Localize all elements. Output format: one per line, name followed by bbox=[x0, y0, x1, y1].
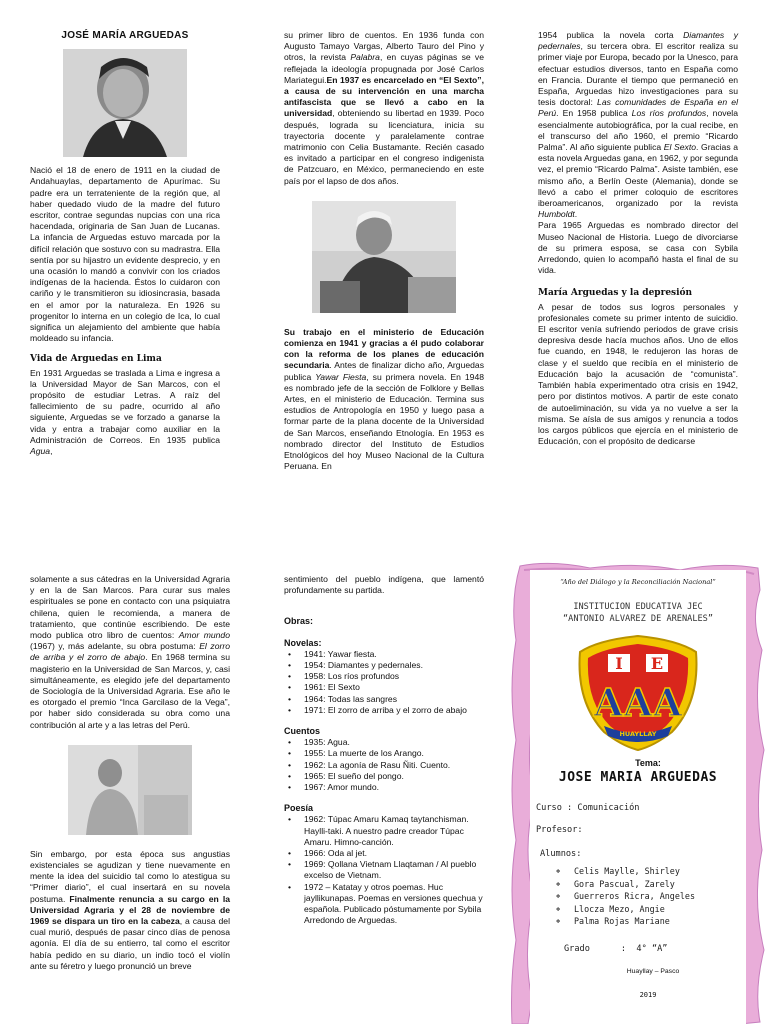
col3-paragraph-1: 1954 publica la novela corta Diamantes y pedernales, su tercera obra. El escritor realiza su primer viaje por Europa, becado por la Unesco, para efectuar estudios diversos, tanto en España como en Francia. Durante el tiempo que permaneció en España, Arguedas hizo investigaciones para su tesis doctoral: Las comunidades de España en el Perú. En 1958 publica Los ríos profundos, novela esencialmente autobiográfica, por la cual recibe, en el transcurso del año 1960, el premio “Ricardo Palma”. Al año siguiente publica El Sexto. Gracias a esta novela Arguedas gana, en 1962, y por segunda vez, el premio “Ricardo Palma”. Asiste también, ese mismo año, a Berlín Oeste (Alemania), donde se llevó a cabo el primer coloquio de escritores iberoamericanos, organizado por la revista Humboldt. bbox=[538, 30, 738, 220]
list-item: • 1967: Amor mundo. bbox=[284, 782, 484, 793]
grado-field: Grado : 4° “A” bbox=[564, 943, 668, 954]
poesia-heading: Poesía bbox=[284, 803, 314, 814]
portrait-image bbox=[63, 49, 187, 157]
lima-paragraph: En 1931 Arguedas se traslada a Lima e ingresa a la Universidad Mayor de San Marcos, con el propósito de estudiar Letras. A raíz del fallecimiento de su padre, ocurrido al año siguiente, Arguedas se ve forzado a ganarse la vida y entra a trabajar como auxiliar en la Administración de Correos. En 1935 publica Agua, bbox=[30, 367, 220, 457]
col2-paragraph-2: Su trabajo en el ministerio de Educación comienza en 1941 y gracias a él pudo colaborar con la reforma de los planes de educación secundaria. Antes de finalizar dicho año, Arguedas publica Yawar Fiesta, su primera novela. En 1948 es nombrado jefe de la sección de Folklore y Bellas Artes, en el ministerio de Educación. Termina sus estudios de Antropología en 1950 y luego pasa a formar parte de la plana docente de la Universidad de San Marcos, enseñando Etnología. En 1953 es nombrado director del Instituto de Estudios Etnológicos del hoy Museo Nacional de la Cultura Peruana. En bbox=[284, 326, 485, 472]
list-item: • 1964: Todas las sangres bbox=[284, 694, 484, 705]
profesor-field: Profesor: bbox=[536, 825, 583, 835]
cover-paper bbox=[530, 570, 746, 1024]
list-item: • 1961: El Sexto bbox=[284, 682, 484, 693]
col3-paragraph-3: A pesar de todos sus logros personales y profesionales comete su primer intento de suicidio. El escritor venía sufriendo periodos de grave crisis depresiva desde hacía muchos años. Uno de ellos fue cuando, en 1948, le redujeron las horas de clase y el sueldo que recibía en el ministerio de Educación bajo la acusación de “comunista”. También había experimentado otra crisis en 1942, pero por distintos motivos. A partir de este conato de autoeliminación, su vida ya no vuelve a ser la misma. Se aísla de sus amigos y renuncia a todos los cargos públicos que ejercía en el ministerio de Educación, con el propósito de dedicarse bbox=[538, 301, 738, 447]
institution-line-2: “ANTONIO ALVAREZ DE ARENALES” bbox=[562, 614, 714, 624]
student-item: ❖ Celis Maylle, Shirley bbox=[556, 865, 746, 878]
alumnos-label: Alumnos: bbox=[540, 849, 582, 859]
list-item: • 1962: La agonía de Rasu Ñiti. Cuento. bbox=[284, 760, 484, 771]
location-text: Huayllay – Pasco bbox=[626, 967, 680, 975]
col4-paragraph-1: solamente a sus cátedras en la Universidad Agraria y en la de San Marcos. Para curar sus males espirituales se pone en contacto con una psiquiatra chilena, quien le recomienda, a manera de tratamiento, que continúe escribiendo. De este modo publica otro libro de cuentos: Amor mundo (1967) y, más adelante, su obra postuma: El zorro de arriba y el zorro de abajo. En 1968 termina su magisterio en la Universidad de San Marcos, y, casi simultáneamente, es elegido jefe del departamento de Sociología de la Universidad Agraria. Ese año le es otorgado el premio “Inca Garcilaso de la Vega”, por haber sido considerada su obra como una contribución al arte y a las letras del Perú. bbox=[30, 574, 231, 730]
list-item: • 1962: Túpac Amaru Kamaq taytanchisman. Haylli-taki. A nuestro padre creador Túpac Amaru. Himno-canción. bbox=[284, 814, 484, 848]
writer-portrait-image bbox=[68, 745, 192, 835]
student-item: ❖ Gora Pascual, Zarely bbox=[556, 878, 746, 891]
list-item: • 1958: Los ríos profundos bbox=[284, 671, 484, 682]
writer-desk-image bbox=[312, 201, 456, 313]
student-item: ❖ Guerreros Ricra, Angeles bbox=[556, 890, 746, 903]
portrait-photo-2 bbox=[312, 201, 456, 313]
year-motto: “Año del Diálogo y la Reconciliación Nacional” bbox=[560, 578, 716, 586]
column-3 bbox=[538, 30, 738, 447]
logo-letters-aaa: AAA bbox=[593, 680, 683, 725]
column-1 bbox=[30, 30, 220, 457]
portrait-photo-1 bbox=[63, 49, 187, 157]
heading-depresion: María Arguedas y la depresión bbox=[538, 288, 693, 299]
col5-paragraph-1: sentimiento del pueblo indígena, que lamentó profundamente su partida. bbox=[284, 574, 484, 596]
heading-lima: Vida de Arguedas en Lima bbox=[30, 354, 162, 365]
col4-paragraph-2: Sin embargo, por esta época sus angustias existenciales se agudizan y tiene nuevamente en mente la idea del suicidio tal como lo atestigua su “Primer diario”, el cual insertará en su novela postuma. Finalmente renuncia a su cargo en la Universidad Agraria y el 28 de noviembre de 1969 se dispara un tiro en la cabeza, a causa del cual murió, después de pasar cinco días de penosa agonía. El día de su entierro, tal como el escritor había pedido en su diario, un indio tocó el violín ante su féretro y luego pronunció un breve bbox=[30, 848, 230, 971]
student-item: ❖ Palma Rojas Mariane bbox=[556, 915, 746, 928]
logo-letter-i: I bbox=[615, 654, 623, 673]
curso-field: Curso : Comunicación bbox=[536, 803, 640, 813]
article-title: JOSÉ MARÍA ARGUEDAS bbox=[61, 30, 189, 41]
column-2 bbox=[284, 30, 484, 472]
logo-ribbon-text: HUAYLLAY bbox=[619, 730, 657, 738]
novelas-heading: Novelas: bbox=[284, 637, 322, 648]
list-item: • 1941: Yawar fiesta. bbox=[284, 649, 484, 660]
list-item: • 1969: Qollana Vietnam Llaqtaman / Al pueblo excelso de Vietnam. bbox=[284, 859, 484, 881]
bio-paragraph: Nació el 18 de enero de 1911 en la ciudad de Andahuaylas, departamento de Apurímac. Su padre era un terrateniente de la región que, al haber quedado viudo de la madre del futuro escritor, contrae segundas nupcias con una rica hacendada, originaria de San Juan de Lucanas. La infancia de Arguedas estuvo marcada por la difícil relación que sostuvo con su madrastra. Ella sentía por su hijastro un evidente desprecio, y en una ocasión lo mandó a convivir con los criados indígenas de la hacienda. Éstos lo cuidaron con cariño y le transmitieron su idiosincrasia, basada en el amor por la naturaleza. En 1926 su progenitor lo interna en un colegio de Ica, lo cual significa un alejamiento del ambiente que había moldeado su infancia. bbox=[30, 165, 220, 344]
poesia-list bbox=[284, 814, 484, 926]
portrait-photo-3 bbox=[68, 745, 192, 835]
list-item: • 1971: El zorro de arriba y el zorro de abajo bbox=[284, 705, 484, 716]
col3-paragraph-2: Para 1965 Arguedas es nombrado director del Museo Nacional de Historia. Luego de divorciarse de su primera esposa, se casa con Sybila Arredondo, quien lo acompañó hasta el final de su vida. bbox=[538, 220, 738, 276]
col2-paragraph-1: su primer libro de cuentos. En 1936 funda con Augusto Tamayo Vargas, Alberto Tauro del Pino y otros, la revista Palabra, en cuyas páginas se ve reflejada la ideología propugnada por José Carlos Mariategui.En 1937 es encarcelado en “El Sexto”, a causa de su intervención en una marcha antifascista que se llevó a cabo en la universidad, obteniendo su libertad en 1939. Poco después, lograda su licenciatura, inicia su trayectoria docente y paralelamente contrae matrimonio con Celia Bustamante. Recién casado es invitado a participar en el congreso indigenista de Patzcuaro, en México, permaneciendo en este país por el lapso de dos años. bbox=[284, 30, 484, 186]
student-item: ❖ Llocza Mezo, Angie bbox=[556, 903, 746, 916]
list-item: • 1954: Diamantes y pedernales. bbox=[284, 660, 484, 671]
column-4 bbox=[30, 574, 230, 972]
tema-title: JOSE MARIA ARGUEDAS bbox=[558, 770, 718, 785]
institution-line-1: INSTITUCION EDUCATIVA JEC bbox=[573, 602, 703, 612]
list-item: • 1955: La muerte de los Arango. bbox=[284, 748, 484, 759]
novelas-list bbox=[284, 649, 484, 716]
list-item: • 1972 – Katatay y otros poemas. Huc jayllikunapas. Poemas en versiones quechua y española. Publicado póstumamente por Sybila Arredondo de Arguedas. bbox=[284, 882, 484, 927]
school-logo-icon bbox=[568, 632, 708, 752]
cuentos-heading: Cuentos bbox=[284, 726, 320, 737]
obras-heading: Obras: bbox=[284, 616, 314, 627]
list-item: • 1935: Agua. bbox=[284, 737, 484, 748]
cuentos-list bbox=[284, 737, 484, 793]
column-5 bbox=[284, 574, 484, 928]
students-list bbox=[530, 865, 746, 928]
cover-panel bbox=[510, 560, 768, 1024]
year-text: 2019 bbox=[639, 990, 657, 999]
list-item: • 1965: El sueño del pongo. bbox=[284, 771, 484, 782]
list-item: • 1966: Oda al jet. bbox=[284, 848, 484, 859]
logo-letter-e: E bbox=[650, 654, 664, 673]
tema-label: Tema: bbox=[635, 758, 661, 768]
